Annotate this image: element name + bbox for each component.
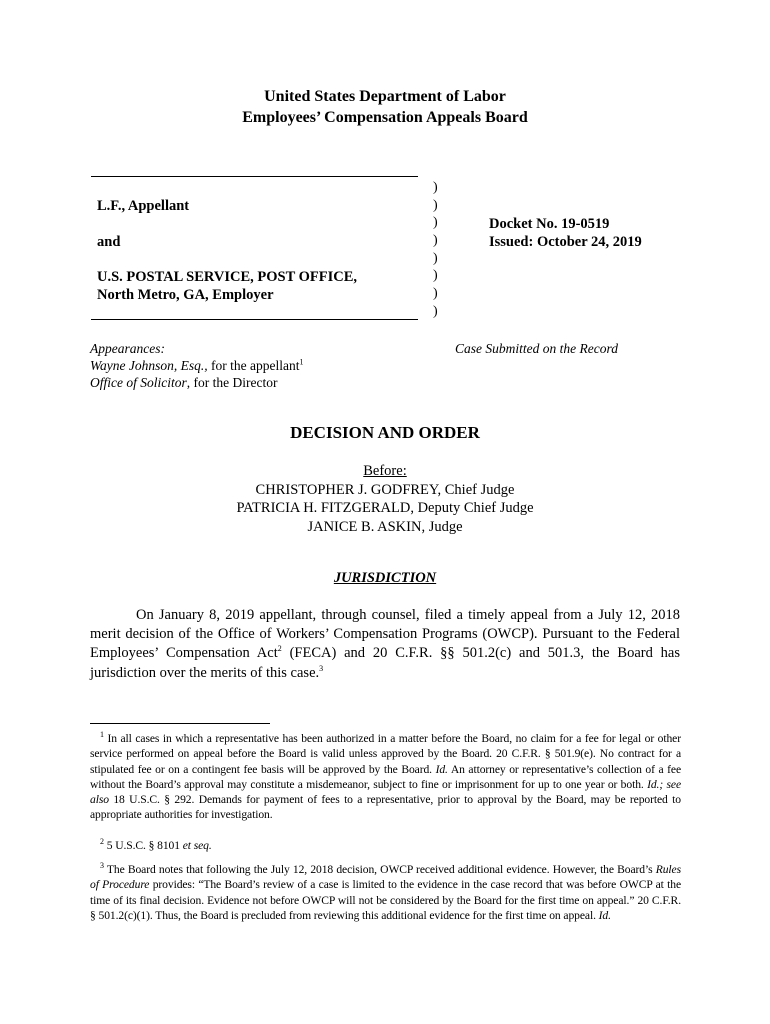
caption-rule-bottom bbox=[91, 319, 418, 320]
issued-date: Issued: October 24, 2019 bbox=[489, 234, 642, 250]
docket-number: Docket No. 19-0519 bbox=[489, 216, 610, 232]
counsel-line: Wayne Johnson, Esq., for the appellant$^1$ bbox=[90, 357, 304, 373]
footnote-1: $^1$ In all cases in which a representative has been authorized in a matter before the Board, no claim for a fee for legal or other service performed on appeal before the Board is valid unless approved by the Board. 20 C.F.R. § 501.9(e). No contract for a stipulated fee or on a contingent fee basis will be approved by the Board. Id. An attorney or representative’s collection of a fee without the Board’s approval may constitute a misdemeanor, subject to fine or imprisonment for up to one year or both. Id.; see also 18 U.S.C. § 292. Demands for payment of fees to a representative, prior to approval by the Board, may be reported to appropriate authorities for investigation. bbox=[90, 730, 682, 822]
solicitor-line: Office of Solicitor, for the Director bbox=[90, 375, 278, 390]
employer-line-2: North Metro, GA, Employer bbox=[97, 287, 274, 303]
board-title: Employees’ Compensation Appeals Board bbox=[242, 109, 528, 126]
caption-and: and bbox=[97, 234, 121, 250]
appearances-label: Appearances: bbox=[90, 341, 165, 356]
footnote-2: $^2$ 5 U.S.C. § 8101 et seq. bbox=[100, 837, 212, 852]
footnote-separator bbox=[90, 723, 270, 724]
employer-line-1: U.S. POSTAL SERVICE, POST OFFICE, bbox=[97, 269, 358, 285]
decision-title: DECISION AND ORDER bbox=[290, 423, 480, 442]
appearances bbox=[90, 340, 303, 391]
agency-title: United States Department of Labor bbox=[264, 88, 506, 105]
caption-rule-top bbox=[91, 176, 418, 177]
case-submitted: Case Submitted on the Record bbox=[455, 341, 618, 356]
panel-label: Before: bbox=[363, 463, 407, 479]
panel bbox=[0, 462, 770, 536]
jurisdiction-paragraph: On January 8, 2019 appellant, through counsel, filed a timely appeal from a July 12, 2018 merit decision of the Office of Workers’ Compensation Programs (OWCP). Pursuant to the Federal Employees’ Compensation Act$^2$ (FECA) and 20 C.F.R. §§ 501.2(c) and 501.3, the Board has jurisdiction over the merits of this case.$^3$ bbox=[90, 607, 680, 681]
jurisdiction-heading: JURISDICTION bbox=[333, 570, 437, 586]
appellant-name: L.F., Appellant bbox=[97, 198, 190, 214]
judge-2: PATRICIA H. FITZGERALD, Deputy Chief Judge bbox=[236, 500, 534, 516]
judge-1: CHRISTOPHER J. GODFREY, Chief Judge bbox=[255, 481, 515, 498]
footnote-3: $^3$ The Board notes that following the July 12, 2018 decision, OWCP received additional evidence. However, the Board’s Rules of Procedure provides: “The Board’s review of a case is limited to the evidence in the case record that was before OWCP at the time of its final decision. Evidence not before OWCP will not be considered by the Board for the first time on appeal.” 20 C.F.R. § 501.2(c)(1). Thus, the Board is precluded from reviewing this additional evidence for the first time on appeal. Id. bbox=[90, 861, 681, 922]
judge-3: JANICE B. ASKIN, Judge bbox=[307, 518, 463, 535]
caption-parentheses: ) ) ) ) ) ) ) ) bbox=[433, 180, 438, 319]
